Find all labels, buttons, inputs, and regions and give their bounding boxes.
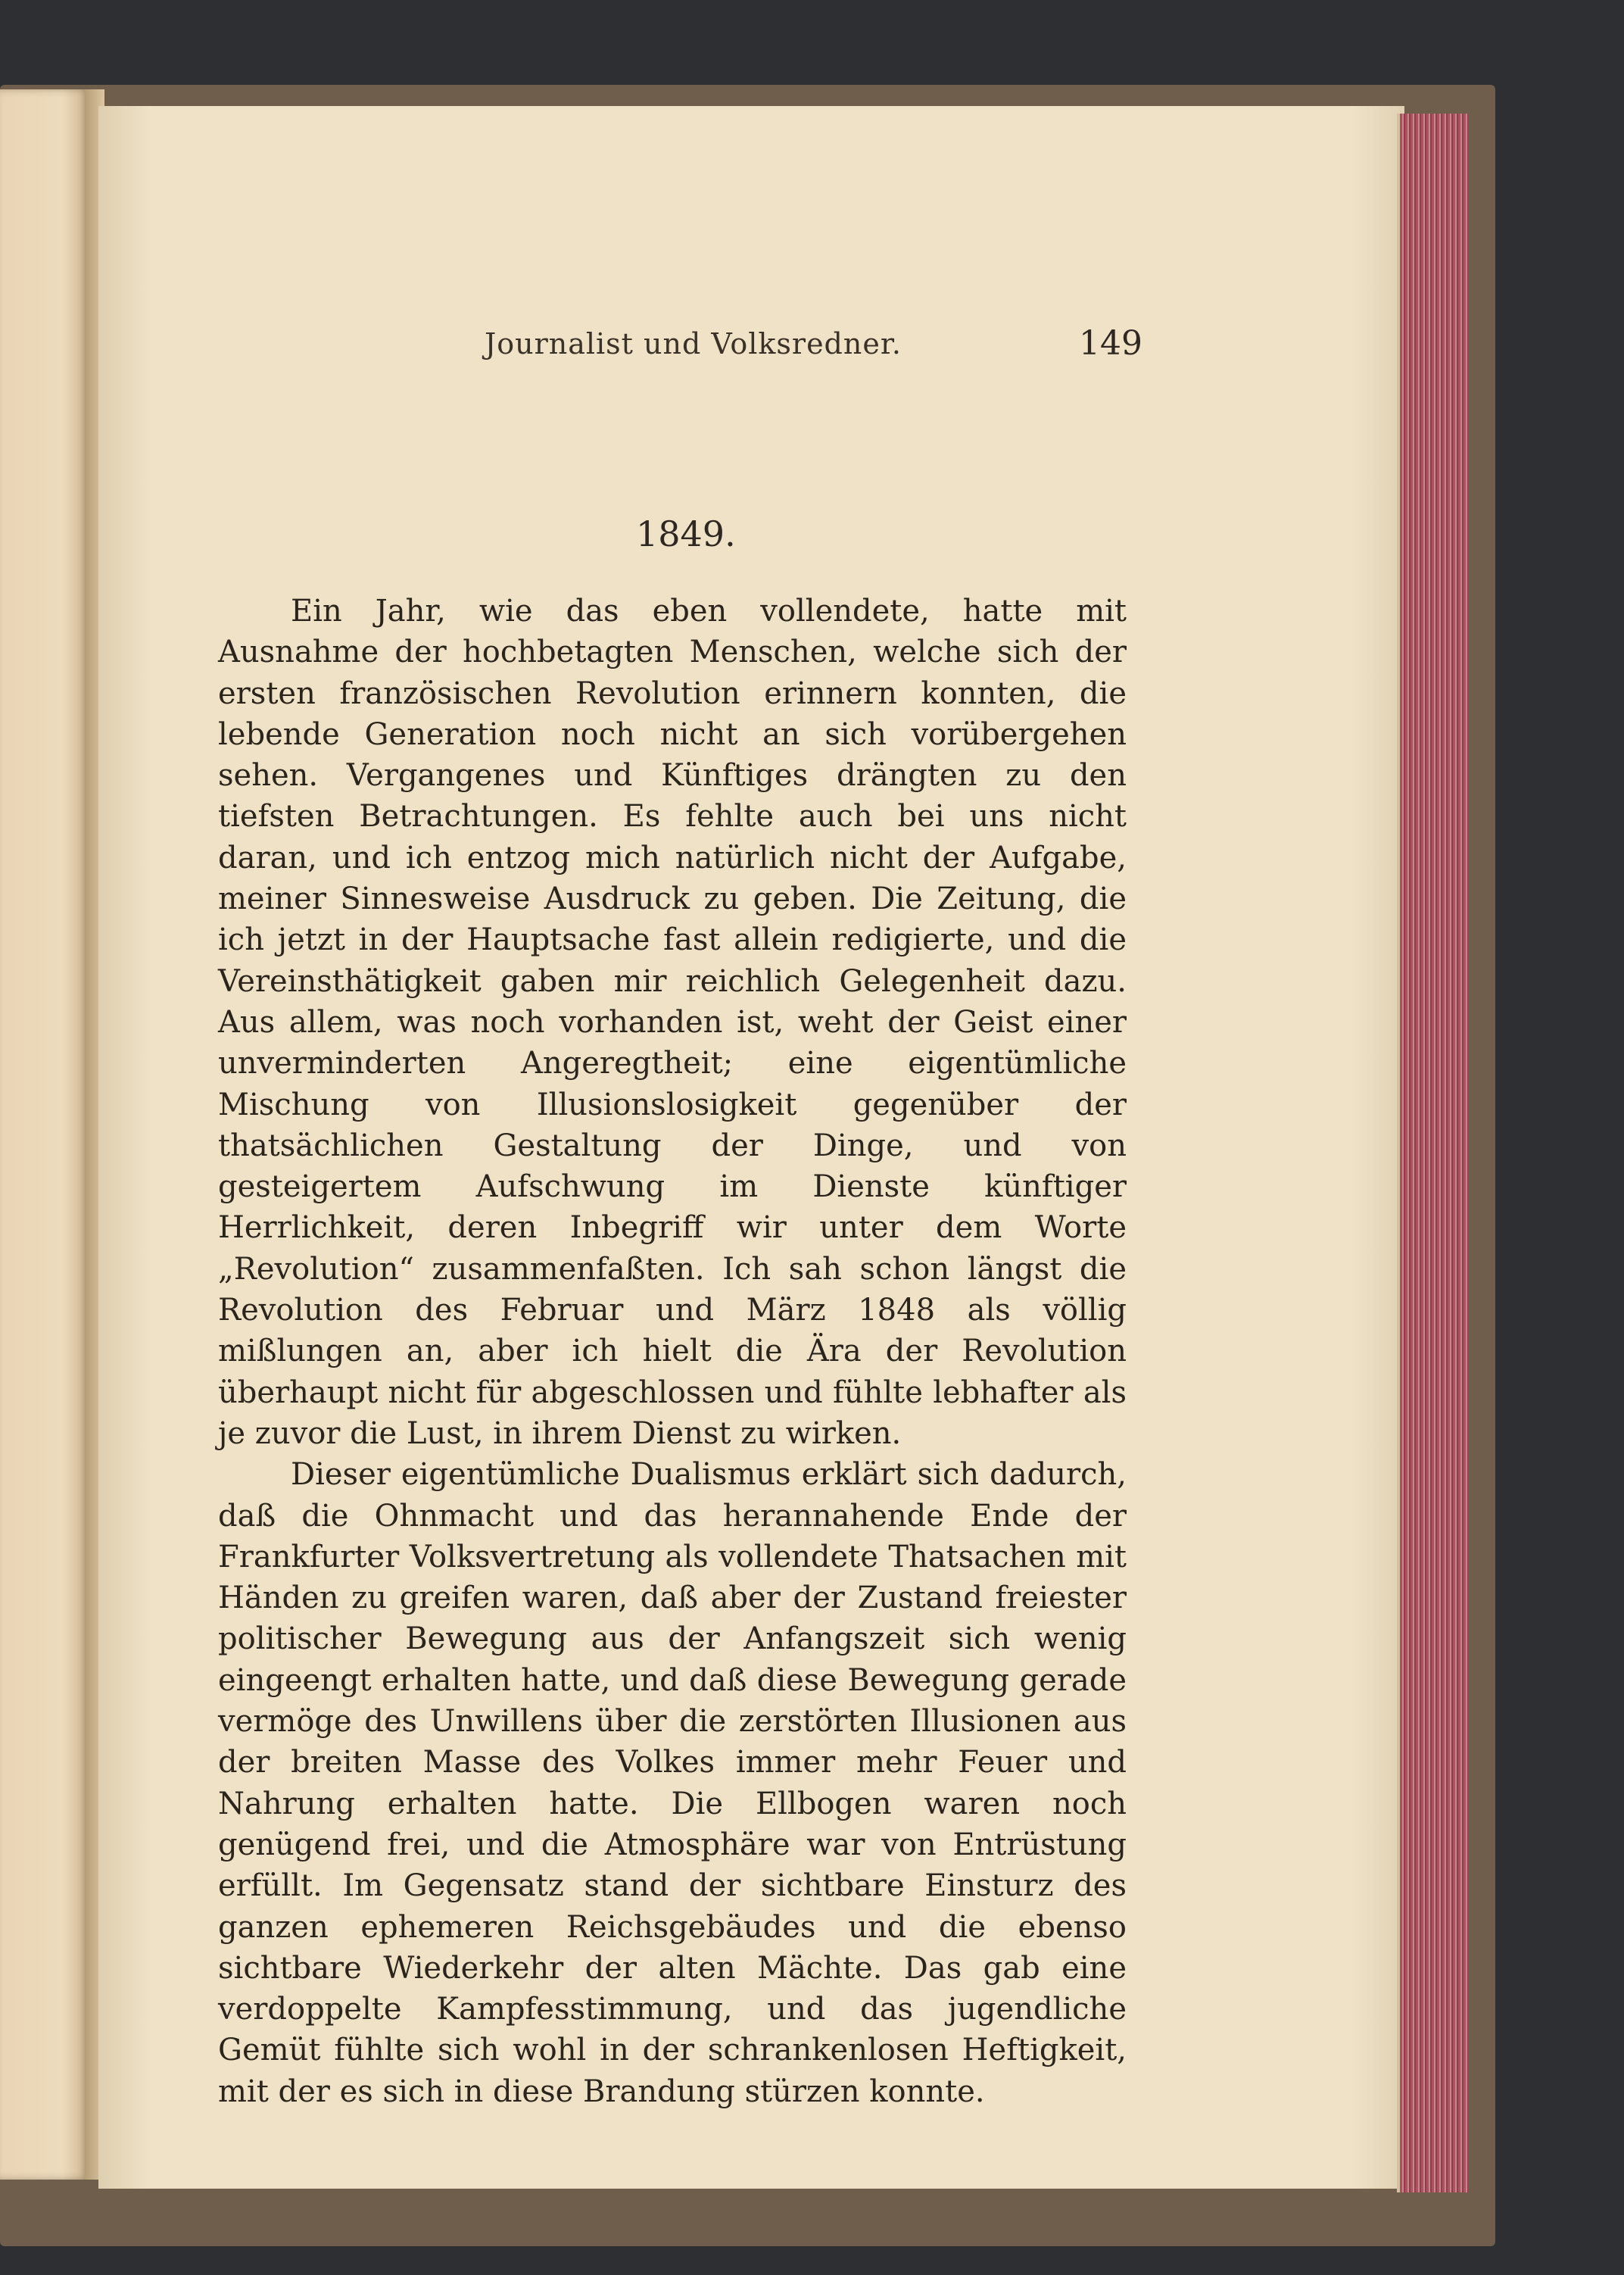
paragraph-1: Ein Jahr, wie das eben vollendete, hatte mit Ausnahme der hochbetagten Menschen, welche sich der ersten französischen Revolution erinnern konnten, die lebende Generation noch nicht an sich vorübergehen sehen. Vergangenes und Künftiges drängten zu den tiefsten Betrachtungen. Es fehlte auch bei uns nicht daran, und ich entzog mich natürlich nicht der Aufgabe, meiner Sinnesweise Ausdruck zu geben. Die Zeitung, die ich jetzt in der Hauptsache fast allein redigierte, und die Vereinsthätigkeit gaben mir reichlich Gelegenheit dazu. Aus allem, was noch vorhanden ist, weht der Geist einer unverminderten Angeregtheit; eine eigentümliche Mischung von Illusionslosigkeit gegenüber der thatsächlichen Gestaltung der Dinge, und von gesteigertem Aufschwung im Dienste künftiger Herrlichkeit, deren Inbegriff wir unter dem Worte „Revolution“ zusammenfaßten. Ich sah schon längst die Revolution des Februar und März 1848 als völlig mißlungen an, aber ich hielt die Ära der Revolution überhaupt nicht für abgeschlossen und fühlte lebhafter als je zuvor die Lust, in ihrem Dienst zu wirken. <box>218 594 1127 1451</box>
running-title: Journalist und Volksredner. <box>485 327 902 360</box>
paragraph-2: Dieser eigentümliche Dualismus erklärt sich dadurch, daß die Ohnmacht und das herannahende Ende der Frankfurter Volksvertretung als vollendete Thatsachen mit Händen zu greifen waren, daß aber der Zustand freiester politischer Bewegung aus der Anfangszeit sich wenig eingeengt erhalten hatte, und daß diese Bewegung gerade vermöge des Unwillens über die zerstörten Illusionen aus der breiten Masse des Volkes immer mehr Feuer und Nahrung erhalten hatte. Die Ellbogen waren noch genügend frei, und die Atmosphäre war von Entrüstung erfüllt. Im Gegensatz stand der sichtbare Einsturz des ganzen ephemeren Reichsgebäudes und die ebenso sichtbare Wiederkehr der alten Mächte. Das gab eine verdoppelte Kampfesstimmung, und das jugendliche Gemüt fühlte sich wohl in der schrankenlosen Heftigkeit, mit der es sich in diese Brandung stürzen konnte. <box>218 1457 1127 2109</box>
section-year-heading: 1849. <box>636 513 736 554</box>
page-edges <box>1397 114 1468 2192</box>
left-page-edge <box>0 89 89 2180</box>
page-number: 149 <box>1079 324 1142 363</box>
body-text <box>218 591 1127 2112</box>
